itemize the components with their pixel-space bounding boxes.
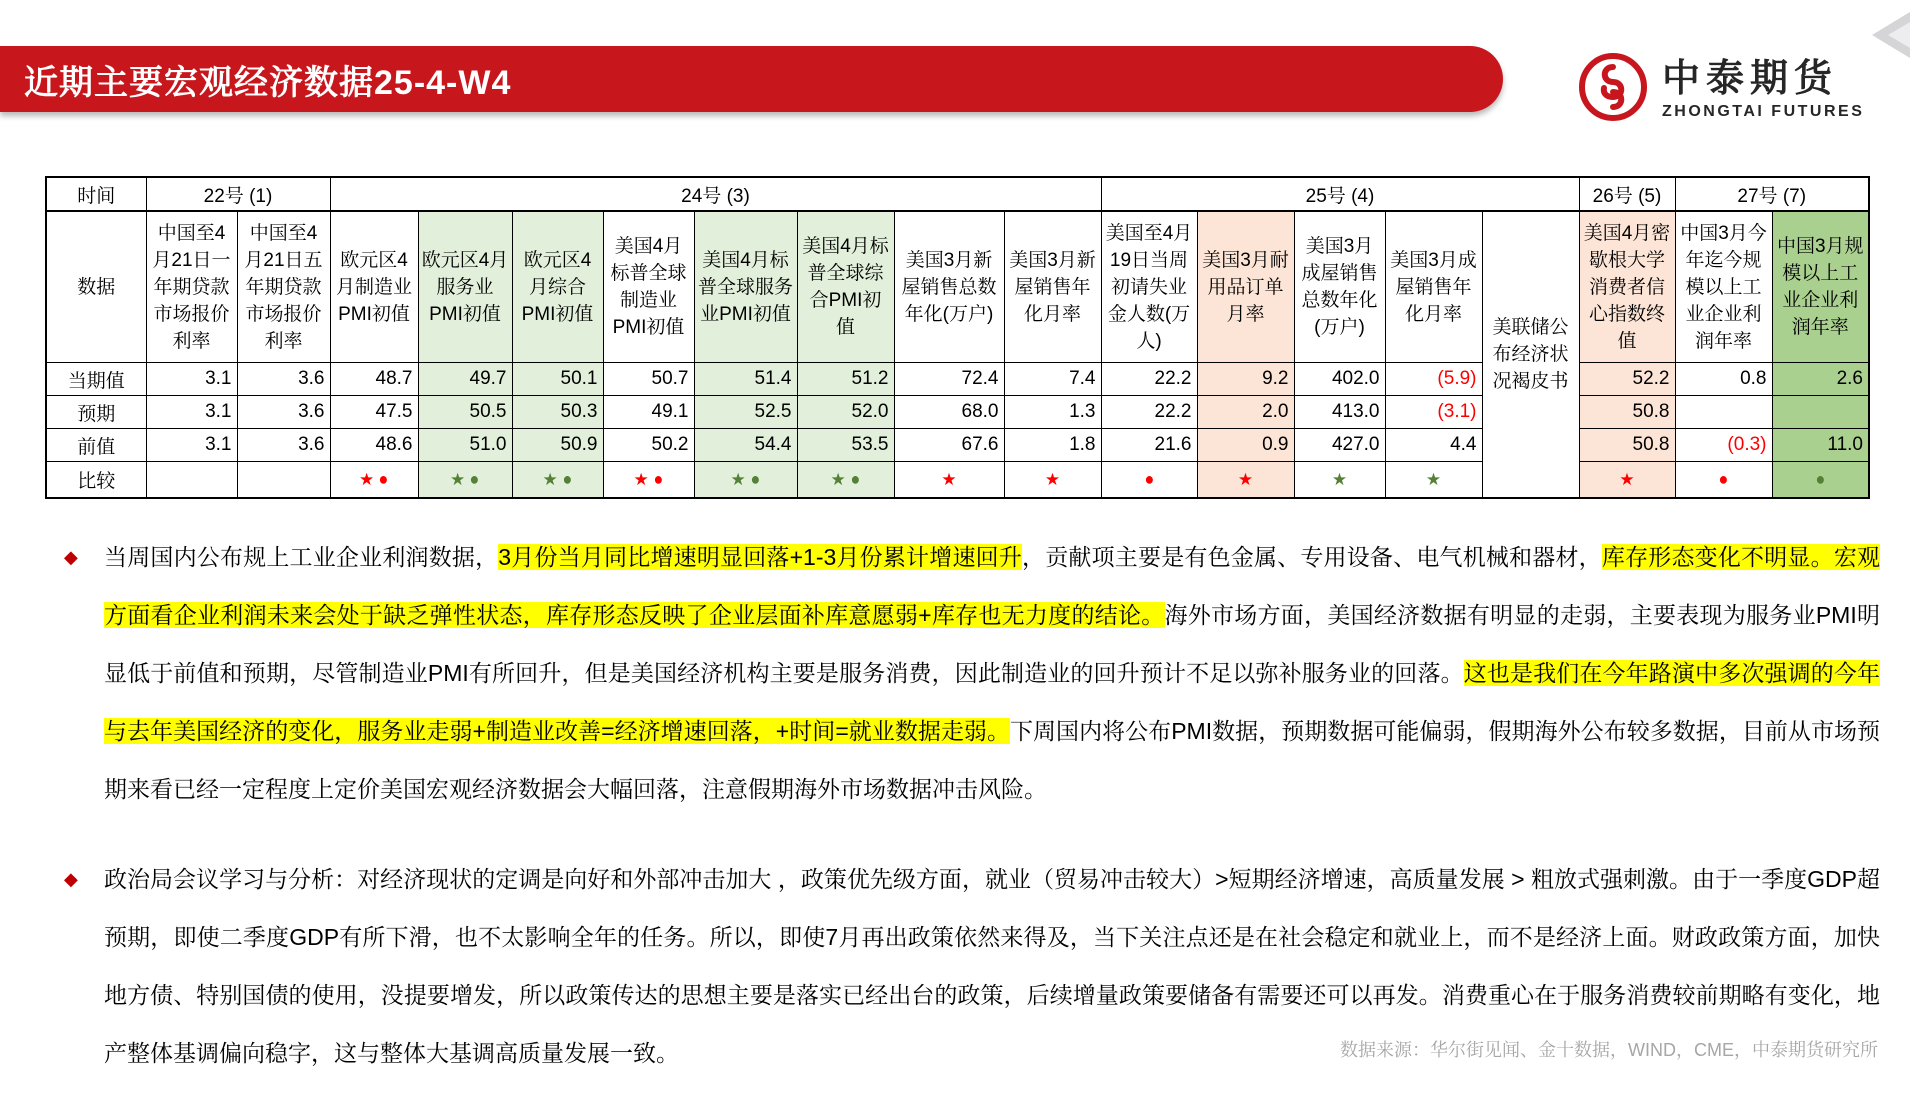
value-cell: 52.0 bbox=[797, 396, 894, 429]
bullet-text: 当周国内公布规上工业企业利润数据，3月份当月同比增速明显回落+1-3月份累计增速回升，贡献项主要是有色金属、专用设备、电气机械和器材，库存形态变化不明显。宏观方面看企业利润未来会处于缺乏弹性状态，库存形态反映了企业层面补库意愿弱+库存也无力度的结论。海外市场方面，美国经济数据有明显的走弱，主要表现为服务业PMI明显低于前值和预期，尽管制造业PMI有所回升，但是美国经济机构主要是服务消费，因此制造业的回升预计不足以弥补服务业的回落。这也是我们在今年路演中多次强调的今年与去年美国经济的变化，服务业走弱+制造业改善=经济增速回落，+时间=就业数据走弱。下周国内将公布PMI数据，预期数据可能偏弱，假期海外公布较多数据，目前从市场预期来看已经一定程度上定价美国宏观经济数据会大幅回落，注意假期海外市场数据冲击风险。 bbox=[104, 544, 1881, 802]
column-header: 美国至4月19日当周初请失业金人数(万人) bbox=[1101, 211, 1197, 363]
value-cell: 22.2 bbox=[1101, 363, 1197, 396]
analysis-bullets bbox=[62, 528, 1880, 1114]
value-cell: 3.6 bbox=[237, 363, 330, 396]
chevron-left-icon bbox=[1872, 12, 1910, 58]
value-cell: 50.7 bbox=[603, 363, 694, 396]
row-label: 预期 bbox=[46, 396, 146, 429]
compare-cell bbox=[603, 462, 694, 499]
compare-cell bbox=[146, 462, 237, 499]
compare-cell bbox=[237, 462, 330, 499]
value-cell: 21.6 bbox=[1101, 429, 1197, 462]
value-cell: 49.1 bbox=[603, 396, 694, 429]
date-group-header: 25号 (4) bbox=[1101, 177, 1579, 211]
compare-cell bbox=[1004, 462, 1101, 499]
star-icon: ★ bbox=[542, 469, 558, 489]
value-cell: 413.0 bbox=[1294, 396, 1385, 429]
value-cell: 1.3 bbox=[1004, 396, 1101, 429]
compare-cell bbox=[1101, 462, 1197, 499]
star-icon: ★ bbox=[1425, 469, 1442, 489]
value-cell: 67.6 bbox=[894, 429, 1004, 462]
column-header: 美国3月耐用品订单月率 bbox=[1197, 211, 1294, 363]
bullet-text: 政治局会议学习与分析：对经济现状的定调是向好和外部冲击加大 ，政策优先级方面，就业（贸易冲击较大）>短期经济增速，高质量发展 > 粗放式强刺激。由于一季度GDP超预期，即使二季度GDP有所下滑，也不太影响全年的任务。所以，即使7月再出政策依然来得及，当下关注点还是在社会稳定和就业上，而不是经济上面。财政政策方面，加快地方债、特别国债的使用，没提要增发，所以政策传达的思想主要是落实已经出台的政策，后续增量政策要储备有需要还可以再发。消费重心在于服务消费较前期略有变化，地产整体基调偏向稳字，这与整体大基调高质量发展一致。 bbox=[104, 866, 1880, 1066]
value-cell: 11.0 bbox=[1772, 429, 1869, 462]
column-header: 中国至4月21日五年期贷款市场报价利率 bbox=[237, 211, 330, 363]
value-cell: 1.8 bbox=[1004, 429, 1101, 462]
page-title: 近期主要宏观经济数据25-4-W4 bbox=[24, 63, 512, 102]
value-cell: 50.2 bbox=[603, 429, 694, 462]
value-cell: 3.1 bbox=[146, 396, 237, 429]
value-cell bbox=[1675, 396, 1772, 429]
column-header: 中国3月今年迄今规模以上工业企业利润年率 bbox=[1675, 211, 1772, 363]
value-cell: 50.8 bbox=[1579, 429, 1675, 462]
column-header: 美国3月新屋销售总数年化(万户) bbox=[894, 211, 1004, 363]
date-group-header: 24号 (3) bbox=[330, 177, 1101, 211]
value-cell: 54.4 bbox=[694, 429, 797, 462]
macro-data-table bbox=[45, 176, 1870, 499]
value-cell: 51.0 bbox=[418, 429, 512, 462]
highlighted-text: 这也是我们在今年路演中多次强调的今年与去年美国经济的变化，服务业走弱+制造业改善=经济增速回落，+时间=就业数据走弱。 bbox=[104, 660, 1881, 744]
value-cell: 52.2 bbox=[1579, 363, 1675, 396]
compare-cell bbox=[1385, 462, 1482, 499]
value-cell: (5.9) bbox=[1385, 363, 1482, 396]
value-cell: 427.0 bbox=[1294, 429, 1385, 462]
value-cell: 50.3 bbox=[512, 396, 603, 429]
column-header: 美国3月成屋销售总数年化(万户) bbox=[1294, 211, 1385, 363]
row-label: 比较 bbox=[46, 462, 146, 499]
row-label: 当期值 bbox=[46, 363, 146, 396]
value-cell: 72.4 bbox=[894, 363, 1004, 396]
date-group-header: 22号 (1) bbox=[146, 177, 330, 211]
star-icon: ★ bbox=[358, 469, 375, 489]
value-cell: 47.5 bbox=[330, 396, 418, 429]
circle-icon: ● bbox=[653, 468, 664, 489]
value-cell: 49.7 bbox=[418, 363, 512, 396]
value-cell: 3.1 bbox=[146, 363, 237, 396]
circle-icon: ● bbox=[1815, 468, 1826, 489]
circle-icon: ● bbox=[750, 468, 761, 489]
value-cell: 3.6 bbox=[237, 396, 330, 429]
star-icon: ★ bbox=[730, 469, 746, 489]
compare-cell bbox=[1675, 462, 1772, 499]
compare-row bbox=[46, 462, 1869, 499]
star-icon: ★ bbox=[1619, 469, 1635, 489]
logo-cn-text: 中泰期货 bbox=[1662, 57, 1839, 100]
compare-cell bbox=[1579, 462, 1675, 499]
highlighted-text: 宏观方面看企业利润未来会处于缺乏弹性状态，库存形态反映了企业层面补库意愿弱+库存也无力度的结论。 bbox=[104, 544, 1881, 628]
corner-data-label: 数据 bbox=[46, 211, 146, 363]
star-icon: ★ bbox=[1044, 469, 1061, 489]
value-cell: 9.2 bbox=[1197, 363, 1294, 396]
corner-time-label: 时间 bbox=[46, 177, 146, 211]
value-cell: 0.8 bbox=[1675, 363, 1772, 396]
star-icon: ★ bbox=[1331, 469, 1348, 489]
column-header: 欧元区4月服务业PMI初值 bbox=[418, 211, 512, 363]
logo-en-text: ZHONGTAI FUTURES bbox=[1662, 102, 1865, 120]
date-group-header: 26号 (5) bbox=[1579, 177, 1675, 211]
diamond-bullet-icon: ◆ bbox=[64, 869, 78, 889]
value-cell: 50.1 bbox=[512, 363, 603, 396]
compare-cell bbox=[1772, 462, 1869, 499]
fed-beige-book-cell: 美联储公布经济状况褐皮书 bbox=[1482, 211, 1579, 498]
star-icon: ★ bbox=[449, 469, 466, 489]
value-cell: 4.4 bbox=[1385, 429, 1482, 462]
column-header: 中国至4月21日一年期贷款市场报价利率 bbox=[146, 211, 237, 363]
company-logo bbox=[1576, 50, 1864, 129]
star-icon: ★ bbox=[941, 469, 957, 489]
row-label: 前值 bbox=[46, 429, 146, 462]
header-row bbox=[46, 211, 1869, 363]
star-icon: ★ bbox=[633, 469, 649, 489]
value-cell bbox=[1772, 396, 1869, 429]
value-cell: 51.4 bbox=[694, 363, 797, 396]
circle-icon: ● bbox=[1718, 468, 1729, 489]
compare-cell bbox=[330, 462, 418, 499]
value-cell: 3.6 bbox=[237, 429, 330, 462]
value-row bbox=[46, 429, 1869, 462]
highlighted-text: 库存形态变化不明显。 bbox=[1601, 544, 1834, 570]
value-cell: 402.0 bbox=[1294, 363, 1385, 396]
value-cell: 53.5 bbox=[797, 429, 894, 462]
value-cell: (0.3) bbox=[1675, 429, 1772, 462]
value-cell: 68.0 bbox=[894, 396, 1004, 429]
value-cell: 22.2 bbox=[1101, 396, 1197, 429]
value-row bbox=[46, 396, 1869, 429]
compare-cell bbox=[1197, 462, 1294, 499]
column-header: 美国4月密歇根大学消费者信心指数终值 bbox=[1579, 211, 1675, 363]
column-header: 欧元区4月制造业PMI初值 bbox=[330, 211, 418, 363]
zhongtai-logo-icon bbox=[1576, 50, 1650, 129]
star-icon: ★ bbox=[830, 469, 846, 489]
value-cell: 3.1 bbox=[146, 429, 237, 462]
value-cell: 50.9 bbox=[512, 429, 603, 462]
title-banner bbox=[0, 46, 1503, 112]
value-cell: 2.6 bbox=[1772, 363, 1869, 396]
value-cell: (3.1) bbox=[1385, 396, 1482, 429]
data-source: 数据来源：华尔街见闻、金十数据，WIND，CME，中泰期货研究所 bbox=[1340, 1040, 1878, 1060]
compare-cell bbox=[894, 462, 1004, 499]
value-cell: 48.7 bbox=[330, 363, 418, 396]
circle-icon: ● bbox=[1144, 468, 1154, 489]
circle-icon: ● bbox=[850, 468, 861, 489]
value-cell: 50.8 bbox=[1579, 396, 1675, 429]
column-header: 美国3月新屋销售年化月率 bbox=[1004, 211, 1101, 363]
date-group-header: 27号 (7) bbox=[1675, 177, 1869, 211]
value-cell: 7.4 bbox=[1004, 363, 1101, 396]
compare-cell bbox=[1294, 462, 1385, 499]
value-cell: 51.2 bbox=[797, 363, 894, 396]
compare-cell bbox=[797, 462, 894, 499]
value-cell: 52.5 bbox=[694, 396, 797, 429]
compare-cell bbox=[512, 462, 603, 499]
compare-cell bbox=[694, 462, 797, 499]
column-header: 欧元区4月综合PMI初值 bbox=[512, 211, 603, 363]
value-cell: 0.9 bbox=[1197, 429, 1294, 462]
column-header: 美国4月标普全球服务业PMI初值 bbox=[694, 211, 797, 363]
circle-icon: ● bbox=[562, 468, 573, 489]
column-header: 美国4月标普全球制造业PMI初值 bbox=[603, 211, 694, 363]
circle-icon: ● bbox=[469, 468, 480, 489]
circle-icon: ● bbox=[378, 468, 389, 489]
column-header: 中国3月规模以上工业企业利润年率 bbox=[1772, 211, 1869, 363]
compare-cell bbox=[418, 462, 512, 499]
value-cell: 50.5 bbox=[418, 396, 512, 429]
star-icon: ★ bbox=[1237, 469, 1254, 489]
diamond-bullet-icon: ◆ bbox=[64, 547, 78, 567]
column-header: 美国3月成屋销售年化月率 bbox=[1385, 211, 1482, 363]
column-header: 美国4月标普全球综合PMI初值 bbox=[797, 211, 894, 363]
value-row bbox=[46, 363, 1869, 396]
value-cell: 48.6 bbox=[330, 429, 418, 462]
bullet-paragraph bbox=[62, 528, 1880, 818]
highlighted-text: 3月份当月同比增速明显回落+1-3月份累计增速回升 bbox=[498, 544, 1023, 570]
value-cell: 2.0 bbox=[1197, 396, 1294, 429]
date-row bbox=[46, 177, 1869, 211]
